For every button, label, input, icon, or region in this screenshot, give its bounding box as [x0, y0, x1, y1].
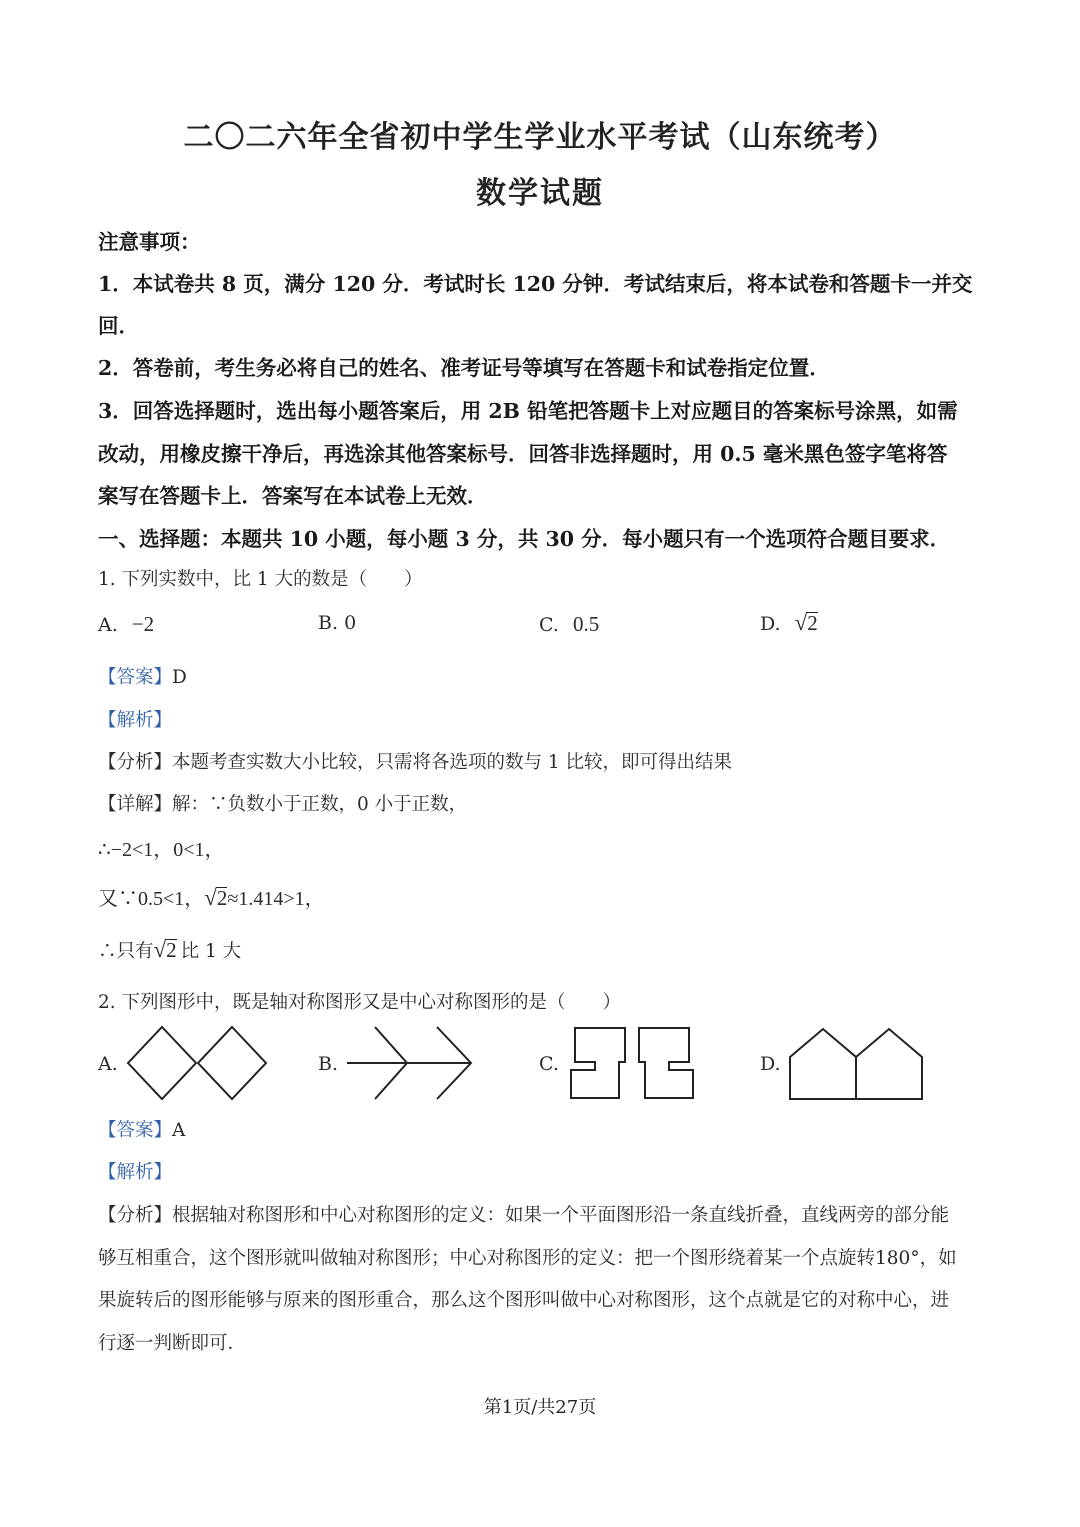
figure-two-houses-icon [789, 1027, 925, 1101]
q1-analysis-tag: 【解析】 [98, 710, 173, 731]
detail-label: 【详解】 [98, 794, 173, 815]
notice-item-2: 2．答卷前，考生务必将自己的姓名、准考证号等填写在答题卡和试卷指定位置． [98, 356, 830, 380]
page-number: 第1页/共27页 [483, 1397, 597, 1418]
q1-detail [98, 790, 467, 816]
q2-option-a-label: A. [98, 1053, 118, 1075]
answer-value: D [172, 667, 187, 688]
q2-analysis-line-1 [98, 1201, 949, 1227]
q1-step-1: ∴−2<1，0<1， [98, 839, 225, 861]
step-radicand: 2 [166, 938, 177, 962]
sqrt-icon: √ [794, 610, 808, 635]
q2-option-b-label: B. [318, 1053, 339, 1075]
q1-option-c [539, 612, 599, 637]
figure-two-squares-icon [126, 1026, 268, 1100]
q2-answer [98, 1116, 185, 1142]
q1-option-b [318, 612, 356, 634]
q1-stem: 1. 下列实数中，比 1 大的数是（ ） [98, 569, 423, 590]
notice-item-3-cont-2: 案写在答题卡上．答案写在本试卷上无效． [98, 484, 488, 508]
analysis-label: 【分析】 [98, 1205, 173, 1226]
q2-analysis-line-2: 够互相重合，这个图形就叫做轴对称图形；中心对称图形的定义：把一个图形绕着某一个点旋转180°，如 [98, 1248, 957, 1269]
figure-double-arrow-icon [345, 1026, 475, 1100]
q2-analysis-line-3: 果旋转后的图形能够与原来的图形重合，那么这个图形叫做中心对称图形，这个点就是它的对称中心，进 [98, 1290, 950, 1311]
q2-option-c-label: C. [539, 1053, 559, 1075]
sqrt-icon: √ [204, 885, 217, 910]
q1-step-3 [98, 937, 241, 963]
step-text-pre: ∴只有 [98, 941, 154, 962]
notice-heading: 注意事项： [98, 230, 201, 254]
option-label: B. [318, 612, 339, 634]
step-text-post: 比 1 大 [180, 941, 242, 962]
q2-stem: 2. 下列图形中，既是轴对称图形又是中心对称图形的是（ ） [98, 992, 622, 1013]
q1-option-a [98, 612, 154, 637]
exam-title: 二〇二六年全省初中学生学业水平考试（山东统考） [183, 120, 897, 155]
q2-analysis-tag: 【解析】 [98, 1162, 173, 1183]
section-1-heading: 一、选择题：本题共 10 小题，每小题 3 分，共 30 分．每小题只有一个选项符合题目要求． [98, 527, 951, 551]
step-radicand: 2 [216, 886, 228, 910]
option-value: 2 [807, 611, 818, 635]
notice-item-1: 1．本试卷共 8 页，满分 120 分．考试时长 120 分钟．考试结束后，将本试卷和答题卡一并交 [98, 272, 973, 296]
option-label: C. [539, 614, 559, 636]
option-value: 0 [344, 612, 357, 634]
answer-value: A [172, 1120, 186, 1141]
exam-subtitle: 数学试题 [476, 176, 604, 211]
q1-analysis [98, 748, 732, 774]
detail-text: 解：∵负数小于正数，0 小于正数， [172, 794, 468, 815]
notice-item-3-cont-1: 改动，用橡皮擦干净后，再选涂其他答案标号．回答非选择题时，用 0.5 毫米黑色签字笔将答 [98, 442, 948, 466]
option-value: 0.5 [572, 612, 600, 636]
option-label: A. [98, 614, 118, 636]
q1-step-2 [98, 882, 325, 911]
option-value: −2 [131, 612, 155, 636]
notice-item-1-cont: 回． [98, 314, 139, 338]
figure-meander-shape-icon [569, 1026, 695, 1100]
step-text-post: ≈1.414>1， [227, 888, 325, 910]
q1-option-d [760, 610, 818, 636]
q2-option-d-label: D. [760, 1053, 781, 1075]
answer-tag: 【答案】 [98, 1120, 173, 1141]
analysis-label: 【分析】 [98, 752, 173, 773]
sqrt-icon: √ [153, 937, 167, 962]
step-text-pre: 又∵0.5<1， [98, 888, 205, 910]
q1-answer [98, 663, 187, 689]
notice-item-3: 3．回答选择题时，选出每小题答案后，用 2B 铅笔把答题卡上对应题目的答案标号涂黑，如需 [98, 399, 958, 423]
analysis-text: 本题考查实数大小比较，只需将各选项的数与 1 比较，即可得出结果 [172, 752, 733, 773]
q2-analysis-line-4: 行逐一判断即可． [98, 1333, 247, 1354]
answer-tag: 【答案】 [98, 667, 173, 688]
option-label: D. [760, 613, 781, 635]
analysis-text: 根据轴对称图形和中心对称图形的定义：如果一个平面图形沿一条直线折叠，直线两旁的部分能 [172, 1205, 950, 1226]
